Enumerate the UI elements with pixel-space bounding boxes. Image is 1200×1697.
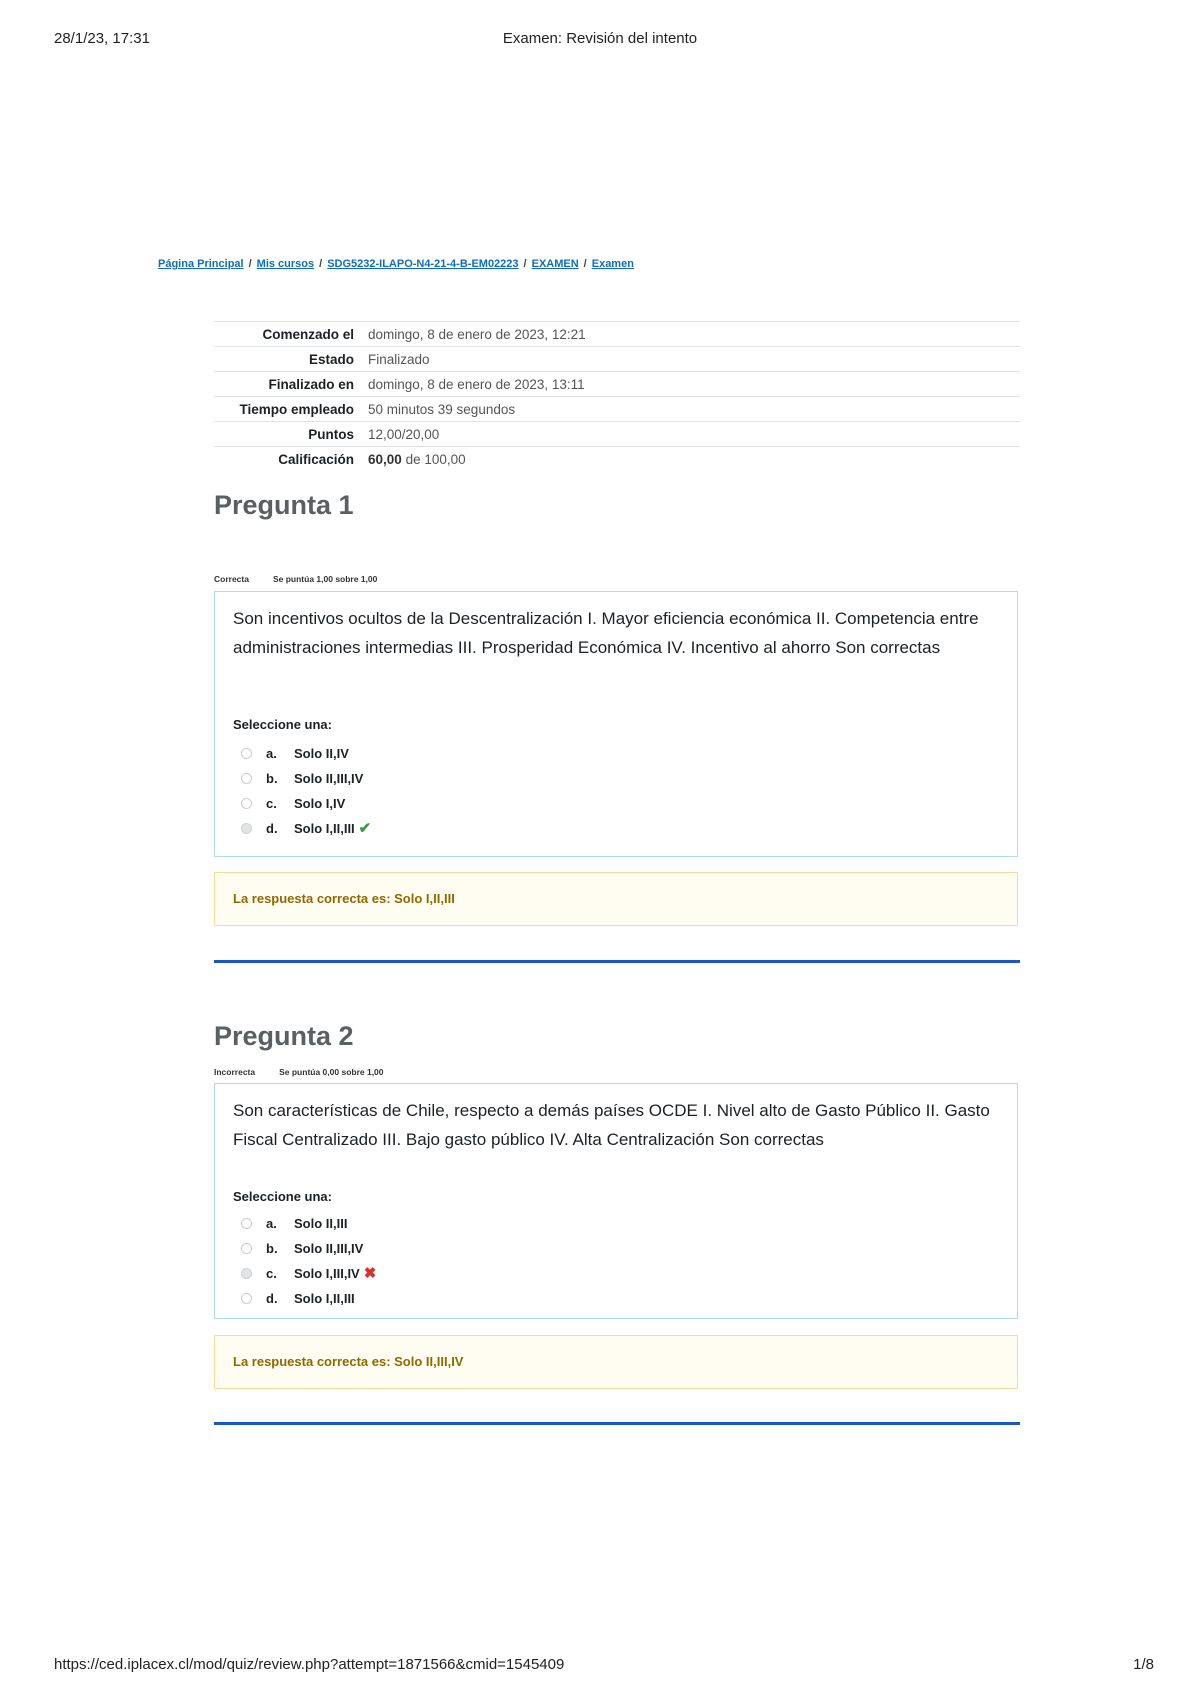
summary-row-grade	[214, 447, 1020, 472]
summary-value: 12,00/20,00	[368, 422, 1020, 447]
summary-row-finished	[214, 372, 1020, 397]
breadcrumb-course-link[interactable]: SDG5232-ILAPO-N4-21-4-B-EM02223	[327, 258, 519, 270]
question-info	[214, 1067, 384, 1077]
feedback-text: La respuesta correcta es: Solo II,III,IV	[233, 1354, 464, 1369]
incorrect-cross-icon: ✖	[363, 1265, 377, 1282]
breadcrumb: Página Principal / Mis cursos / SDG5232-ILAPO-N4-21-4-B-EM02223 / EXAMEN / Examen	[158, 258, 634, 270]
summary-value: domingo, 8 de enero de 2023, 13:11	[368, 372, 1020, 397]
radio-button[interactable]	[241, 1218, 252, 1229]
summary-label: Comenzado el	[214, 322, 368, 347]
option-letter: d.	[266, 1290, 278, 1306]
select-one-label: Seleccione una:	[233, 717, 332, 732]
option-text: Solo II,III,IV	[294, 770, 364, 786]
feedback-text: La respuesta correcta es: Solo I,II,III	[233, 891, 455, 906]
option-letter: b.	[266, 770, 278, 786]
answer-option-b[interactable]	[241, 767, 363, 789]
radio-button[interactable]	[241, 773, 252, 784]
radio-button-selected[interactable]	[241, 823, 252, 834]
option-letter: c.	[266, 795, 277, 811]
answer-option-b[interactable]	[241, 1237, 363, 1259]
correct-answer-feedback	[214, 872, 1018, 926]
summary-value	[368, 447, 1020, 472]
question-text: Son características de Chile, respecto a demás países OCDE I. Nivel alto de Gasto Público II. Gasto Fiscal Centralizado III. Bajo gasto público IV. Alta Centralización Son correctas	[233, 1101, 990, 1149]
question-info	[214, 574, 377, 584]
summary-value: 50 minutos 39 segundos	[368, 397, 1020, 422]
option-text: Solo I,III,IV	[294, 1265, 360, 1281]
question-title: Pregunta 2	[214, 1021, 354, 1051]
summary-label: Puntos	[214, 422, 368, 447]
radio-button[interactable]	[241, 748, 252, 759]
correct-check-icon: ✔	[358, 820, 372, 837]
answer-option-c[interactable]	[241, 792, 345, 814]
answer-option-d[interactable]	[241, 817, 371, 839]
question-status: Incorrecta	[214, 1067, 256, 1077]
option-letter: a.	[266, 1215, 277, 1231]
answer-option-d[interactable]	[241, 1287, 355, 1309]
radio-button-selected[interactable]	[241, 1268, 252, 1279]
summary-label: Tiempo empleado	[214, 397, 368, 422]
grade-total: de 100,00	[405, 451, 466, 467]
option-letter: c.	[266, 1265, 277, 1281]
summary-label: Calificación	[214, 447, 368, 472]
summary-label: Finalizado en	[214, 372, 368, 397]
answer-option-a[interactable]	[241, 1212, 347, 1234]
radio-button[interactable]	[241, 1293, 252, 1304]
correct-answer-feedback	[214, 1335, 1018, 1389]
question-status: Correcta	[214, 574, 249, 584]
answer-option-a[interactable]	[241, 742, 349, 764]
select-one-label: Seleccione una:	[233, 1189, 332, 1204]
question-grade: Se puntúa 0,00 sobre 1,00	[279, 1067, 384, 1077]
question-content-box	[214, 1083, 1018, 1319]
print-page-title: Examen: Revisión del intento	[502, 30, 698, 47]
breadcrumb-quiz-link[interactable]: Examen	[591, 258, 634, 270]
summary-value: domingo, 8 de enero de 2023, 12:21	[368, 322, 1020, 347]
summary-row-marks	[214, 422, 1020, 447]
option-text: Solo I,IV	[294, 795, 346, 811]
summary-value: Finalizado	[368, 347, 1020, 372]
breadcrumb-my-courses-link[interactable]: Mis cursos	[256, 258, 315, 270]
question-divider	[214, 960, 1020, 963]
radio-button[interactable]	[241, 1243, 252, 1254]
option-letter: d.	[266, 820, 278, 836]
option-text: Solo II,IV	[294, 745, 349, 761]
question-divider	[214, 1422, 1020, 1425]
print-page-number: 1/8	[1133, 1656, 1154, 1673]
option-text: Solo I,II,III	[294, 820, 355, 836]
option-letter: a.	[266, 745, 277, 761]
option-text: Solo II,III	[294, 1215, 348, 1231]
radio-button[interactable]	[241, 798, 252, 809]
grade-value: 60,00	[368, 451, 402, 467]
option-text: Solo I,II,III	[294, 1290, 355, 1306]
question-grade: Se puntúa 1,00 sobre 1,00	[272, 574, 378, 584]
attempt-summary-table	[214, 321, 1020, 471]
question-title: Pregunta 1	[214, 490, 354, 520]
breadcrumb-home-link[interactable]: Página Principal	[158, 258, 244, 270]
option-letter: b.	[266, 1240, 278, 1256]
summary-row-time-taken	[214, 397, 1020, 422]
breadcrumb-section-link[interactable]: EXAMEN	[531, 258, 579, 270]
option-text: Solo II,III,IV	[294, 1240, 364, 1256]
summary-row-state	[214, 347, 1020, 372]
print-datetime: 28/1/23, 17:31	[54, 30, 150, 47]
summary-row-started	[214, 322, 1020, 347]
answer-option-c[interactable]	[241, 1262, 376, 1284]
print-url: https://ced.iplacex.cl/mod/quiz/review.php?attempt=1871566&cmid=1545409	[54, 1656, 565, 1673]
summary-label: Estado	[214, 347, 368, 372]
question-text: Son incentivos ocultos de la Descentralización I. Mayor eficiencia económica II. Competencia entre administraciones intermedias III. Prosperidad Económica IV. Incentivo al ahorro Son correctas	[233, 609, 979, 657]
question-content-box	[214, 591, 1018, 857]
